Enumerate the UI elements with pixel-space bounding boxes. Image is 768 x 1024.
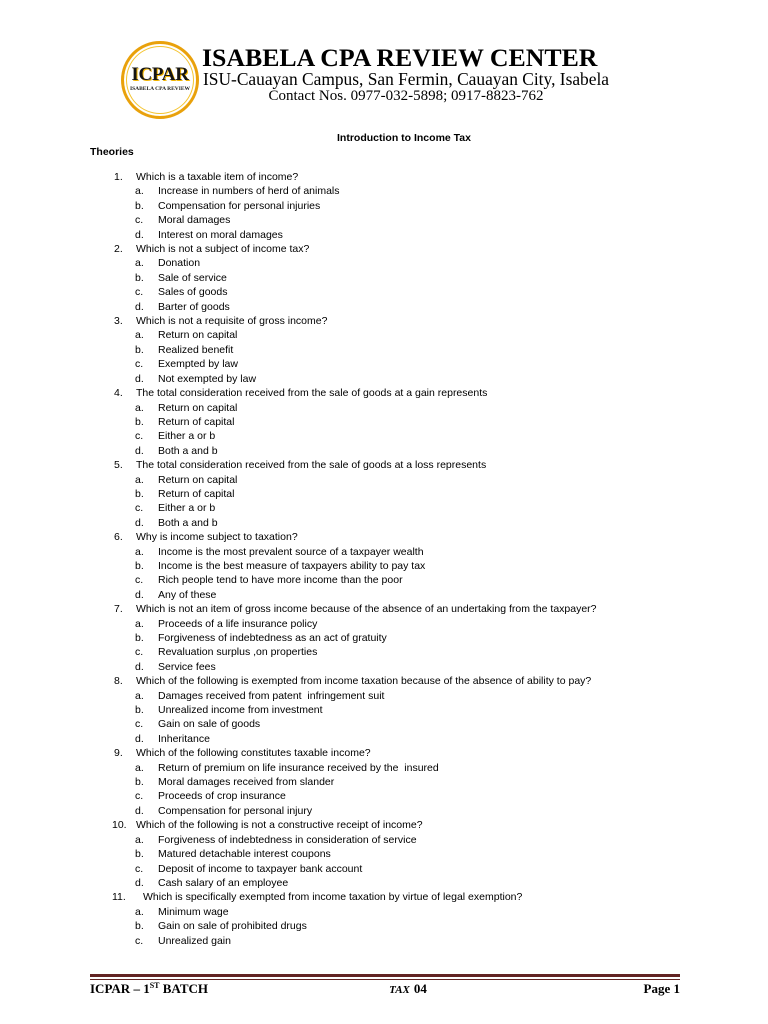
question-number: 10.: [112, 819, 127, 832]
option-text: Sale of service: [158, 271, 227, 284]
question-text: Which of the following is exempted from income taxation because of the absence of ability to pay?: [136, 675, 592, 688]
option-item: [0, 343, 768, 357]
option-letter: d.: [135, 516, 144, 529]
option-item: [0, 444, 768, 458]
option-item: [0, 372, 768, 386]
option-letter: d.: [135, 732, 144, 745]
option-text: Inheritance: [158, 732, 210, 745]
option-letter: c.: [135, 862, 144, 875]
question-text: Which is specifically exempted from income taxation by virtue of legal exemption?: [143, 891, 523, 904]
option-item: [0, 199, 768, 213]
question-line: [0, 818, 768, 832]
option-text: Compensation for personal injury: [158, 804, 313, 817]
question-text: Which is a taxable item of income?: [136, 171, 299, 183]
option-text: Compensation for personal injuries: [158, 199, 321, 212]
option-letter: a.: [135, 473, 144, 486]
option-item: [0, 833, 768, 847]
option-text: Matured detachable interest coupons: [158, 848, 331, 861]
question-line: [0, 458, 768, 472]
question-number: 6.: [114, 531, 123, 544]
option-text: Gain on sale of prohibited drugs: [158, 920, 307, 933]
option-letter: a.: [135, 545, 144, 558]
option-letter: c.: [135, 718, 144, 731]
option-text: Forgiveness of indebtedness in consideration of service: [158, 833, 417, 846]
option-letter: c.: [135, 358, 144, 371]
question-item: [0, 674, 768, 746]
option-item: [0, 516, 768, 530]
option-letter: d.: [135, 300, 144, 313]
option-letter: d.: [135, 660, 144, 673]
option-text: Revaluation surplus ,on properties: [158, 646, 318, 659]
option-text: Return of capital: [158, 415, 235, 428]
option-text: Income is the best measure of taxpayers ability to pay tax: [158, 559, 426, 572]
footer-subject: [330, 981, 486, 998]
option-item: [0, 415, 768, 429]
question-list: [0, 170, 768, 948]
section-title: Theories: [90, 146, 134, 158]
question-line: [0, 170, 768, 184]
option-letter: c.: [135, 574, 144, 587]
option-letter: a.: [135, 761, 144, 774]
option-text: Unrealized gain: [158, 934, 231, 947]
footer-batch-tail: BATCH: [159, 981, 209, 996]
option-text: Rich people tend to have more income than the poor: [158, 574, 403, 587]
option-item: [0, 213, 768, 227]
question-item: [0, 746, 768, 818]
option-text: Proceeds of crop insurance: [158, 790, 286, 803]
option-text: Either a or b: [158, 502, 216, 515]
footer-rule-thick: [90, 974, 680, 977]
option-letter: c.: [135, 430, 144, 443]
option-letter: a.: [135, 689, 144, 702]
question-text: Which is not a requisite of gross income?: [136, 315, 328, 328]
option-item: [0, 545, 768, 559]
option-text: Gain on sale of goods: [158, 718, 261, 731]
option-text: Return of premium on life insurance received by the insured: [158, 761, 439, 774]
center-name: ISABELA CPA REVIEW CENTER: [202, 43, 598, 72]
option-text: Donation: [158, 257, 201, 270]
question-text: The total consideration received from the sale of goods at a loss represents: [136, 459, 487, 472]
question-text: Which of the following constitutes taxable income?: [136, 747, 371, 760]
option-text: Cash salary of an employee: [158, 876, 289, 889]
question-text: The total consideration received from the sale of goods at a gain represents: [136, 387, 488, 400]
option-text: Forgiveness of indebtedness as an act of gratuity: [158, 632, 387, 644]
option-text: Not exempted by law: [158, 372, 257, 385]
question-item: [0, 242, 768, 314]
question-line: [0, 674, 768, 688]
option-letter: c.: [135, 502, 144, 515]
footer-page-number: Page 1: [643, 981, 680, 996]
option-text: Increase in numbers of herd of animals: [158, 185, 340, 198]
question-item: [0, 170, 768, 242]
question-number: 4.: [114, 387, 123, 400]
option-item: [0, 429, 768, 443]
question-text: Which is not a subject of income tax?: [136, 243, 310, 256]
question-line: [0, 314, 768, 328]
option-letter: b.: [135, 199, 144, 212]
center-contact: Contact Nos. 0977-032-5898; 0917-8823-762: [268, 88, 544, 104]
option-item: [0, 228, 768, 242]
option-item: [0, 559, 768, 573]
option-text: Deposit of income to taxpayer bank account: [158, 862, 363, 875]
option-item: [0, 573, 768, 587]
question-line: [0, 386, 768, 400]
question-line: [0, 602, 768, 616]
option-text: Unrealized income from investment: [158, 704, 323, 717]
option-letter: d.: [135, 876, 144, 889]
option-item: [0, 300, 768, 314]
option-item: [0, 703, 768, 717]
question-number: 5.: [114, 459, 123, 472]
question-item: [0, 314, 768, 386]
option-item: [0, 617, 768, 631]
option-text: Moral damages: [158, 214, 231, 227]
option-item: [0, 905, 768, 919]
option-text: Damages received from patent infringement suit: [158, 689, 385, 702]
option-text: Interest on moral damages: [158, 228, 283, 241]
option-text: Exempted by law: [158, 358, 238, 371]
question-line: [0, 890, 768, 904]
option-item: [0, 487, 768, 501]
option-item: [0, 775, 768, 789]
option-letter: b.: [135, 487, 144, 500]
footer-rule-thin: [90, 979, 680, 980]
option-text: Realized benefit: [158, 343, 234, 356]
option-text: Income is the most prevalent source of a taxpayer wealth: [158, 545, 424, 558]
option-letter: a.: [135, 905, 144, 918]
option-item: [0, 256, 768, 270]
option-item: [0, 401, 768, 415]
option-letter: b.: [135, 704, 144, 717]
question-item: [0, 818, 768, 890]
option-text: Proceeds of a life insurance policy: [158, 617, 318, 630]
option-item: [0, 631, 768, 645]
option-item: [0, 473, 768, 487]
option-text: Service fees: [158, 660, 216, 673]
question-item: [0, 602, 768, 674]
question-number: 3.: [114, 315, 123, 328]
question-number: 2.: [114, 243, 123, 256]
footer-subject-number: 04: [413, 981, 427, 996]
option-text: Minimum wage: [158, 905, 229, 918]
option-item: [0, 862, 768, 876]
option-letter: c.: [135, 286, 144, 299]
option-letter: a.: [135, 617, 144, 630]
question-text: Which is not an item of gross income because of the absence of an undertaking from the taxpayer?: [136, 603, 597, 616]
question-item: [0, 530, 768, 602]
footer-batch: [90, 981, 208, 997]
option-letter: b.: [135, 271, 144, 284]
option-text: Sales of goods: [158, 286, 228, 299]
question-text: Which of the following is not a constructive receipt of income?: [136, 819, 423, 832]
option-text: Either a or b: [158, 430, 216, 443]
question-item: [0, 458, 768, 530]
document-title: Introduction to Income Tax: [337, 132, 471, 144]
option-text: Return on capital: [158, 473, 238, 486]
option-item: [0, 717, 768, 731]
question-number: 11.: [112, 891, 126, 904]
option-letter: b.: [135, 343, 144, 356]
option-letter: b.: [135, 848, 144, 861]
option-text: Any of these: [158, 588, 217, 601]
question-number: 9.: [114, 747, 123, 760]
option-letter: b.: [135, 415, 144, 428]
option-letter: b.: [135, 920, 144, 933]
footer-batch-ordinal: ST: [149, 981, 160, 990]
option-letter: d.: [135, 588, 144, 601]
option-item: [0, 847, 768, 861]
footer-subject-label: TAX: [389, 984, 410, 996]
question-line: [0, 242, 768, 256]
option-item: [0, 804, 768, 818]
option-letter: d.: [135, 228, 144, 241]
option-letter: a.: [135, 257, 144, 270]
option-letter: d.: [135, 372, 144, 385]
option-letter: d.: [135, 444, 144, 457]
option-letter: b.: [135, 559, 144, 572]
option-letter: b.: [135, 632, 144, 644]
logo-text: ICPAR: [131, 64, 189, 85]
option-item: [0, 732, 768, 746]
option-text: Both a and b: [158, 516, 218, 529]
option-item: [0, 271, 768, 285]
question-line: [0, 746, 768, 760]
option-letter: c.: [135, 934, 144, 947]
option-letter: a.: [135, 185, 144, 198]
option-item: [0, 501, 768, 515]
option-text: Both a and b: [158, 444, 218, 457]
option-item: [0, 328, 768, 342]
option-item: [0, 660, 768, 674]
option-item: [0, 645, 768, 659]
option-item: [0, 184, 768, 198]
option-item: [0, 357, 768, 371]
option-text: Barter of goods: [158, 300, 230, 313]
option-item: [0, 689, 768, 703]
option-letter: a.: [135, 833, 144, 846]
question-number: 1.: [114, 171, 123, 183]
question-number: 7.: [114, 603, 123, 616]
footer-batch-main: ICPAR – 1: [90, 981, 150, 996]
option-text: Return on capital: [158, 329, 238, 342]
option-text: Return on capital: [158, 401, 238, 414]
option-item: [0, 934, 768, 948]
question-number: 8.: [114, 675, 123, 688]
question-line: [0, 530, 768, 544]
option-letter: a.: [135, 329, 144, 342]
option-item: [0, 919, 768, 933]
option-letter: c.: [135, 790, 144, 803]
option-text: Moral damages received from slander: [158, 776, 335, 789]
option-letter: a.: [135, 401, 144, 414]
option-letter: c.: [135, 646, 144, 659]
option-item: [0, 876, 768, 890]
question-item: [0, 386, 768, 458]
option-letter: d.: [135, 804, 144, 817]
option-item: [0, 588, 768, 602]
option-item: [0, 285, 768, 299]
option-text: Return of capital: [158, 487, 235, 500]
option-item: [0, 761, 768, 775]
icpar-logo: [121, 41, 199, 119]
option-letter: b.: [135, 776, 144, 789]
center-address: ISU-Cauayan Campus, San Fermin, Cauayan City, Isabela: [203, 69, 610, 89]
option-item: [0, 789, 768, 803]
question-text: Why is income subject to taxation?: [136, 531, 298, 544]
option-letter: c.: [135, 214, 144, 227]
question-item: [0, 890, 768, 948]
logo-subtext: ISABELA CPA REVIEW: [129, 86, 191, 92]
